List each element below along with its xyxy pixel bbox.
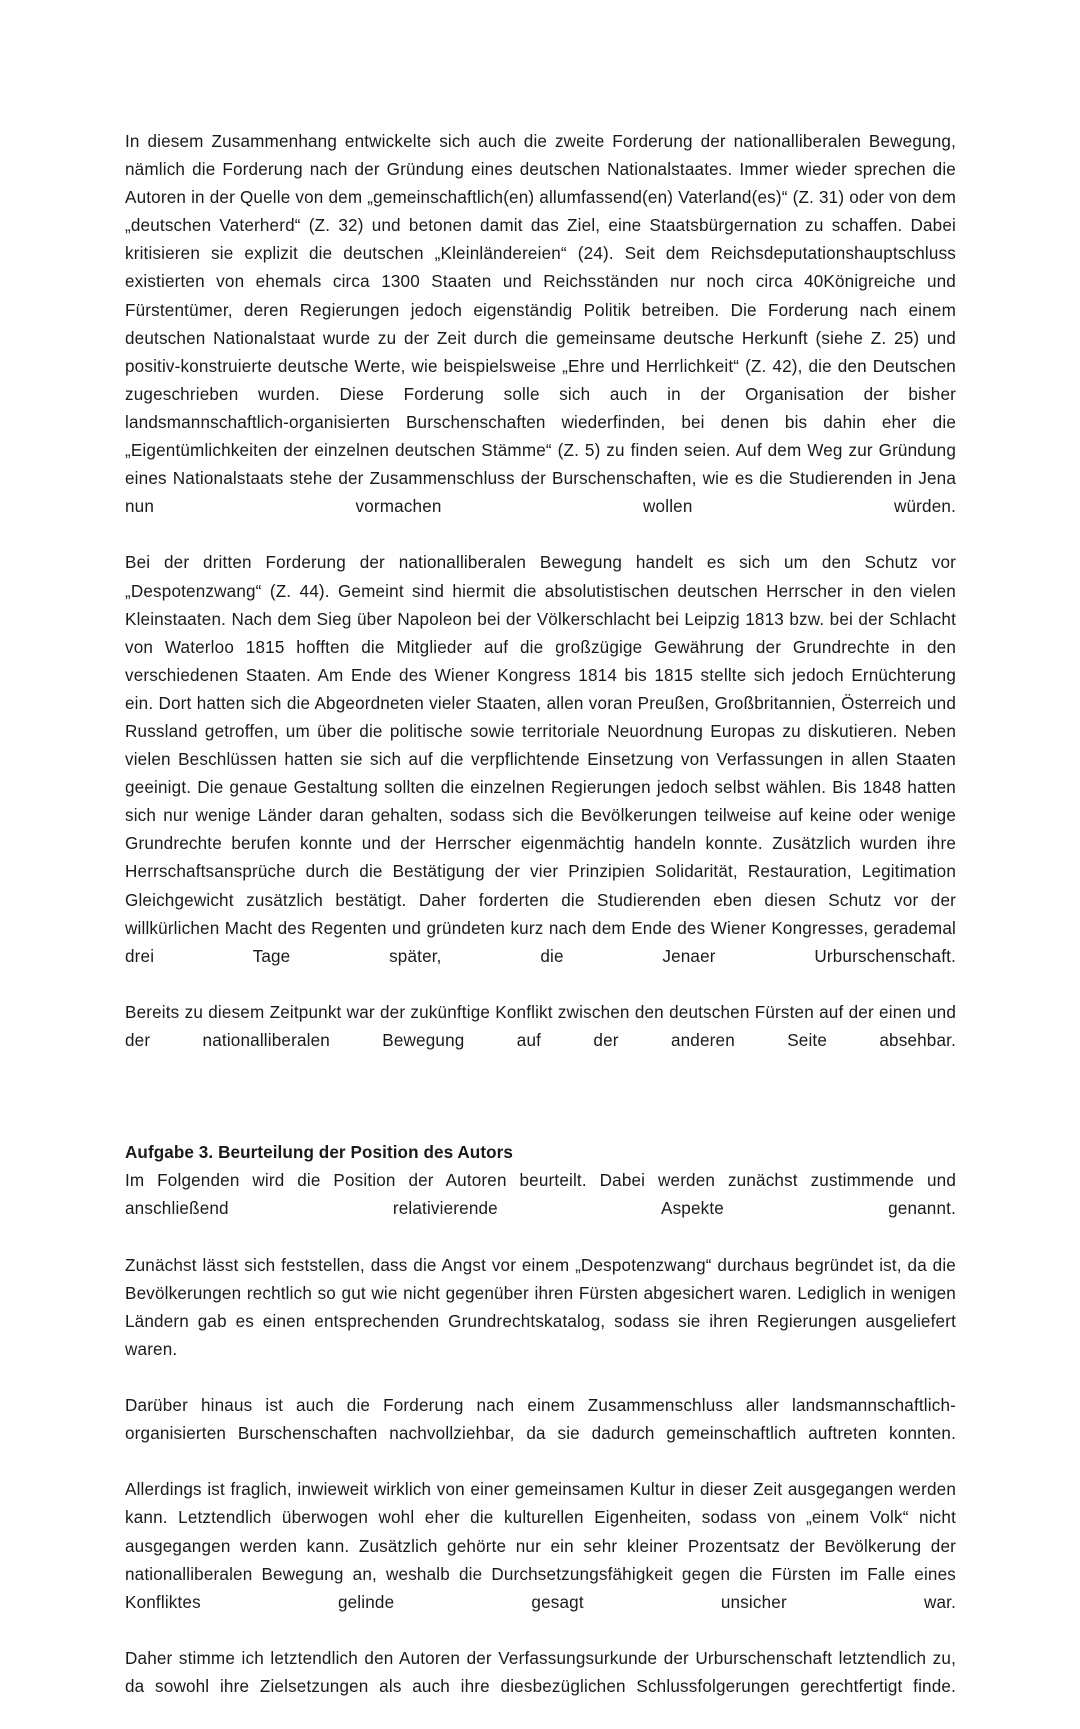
- body-paragraph: Im Folgenden wird die Position der Autoren beurteilt. Dabei werden zunächst zustimmende und anschließend relativierende Aspekte genannt.: [125, 1171, 956, 1219]
- section-heading-aufgabe-3: Aufgabe 3. Beurteilung der Position des Autors: [125, 1143, 513, 1163]
- body-paragraph: Bei der dritten Forderung der nationalliberalen Bewegung handelt es sich um den Schutz vor „Despotenzwang“ (Z. 44). Gemeint sind hiermit die absolutistischen deutschen Herrscher in den vielen Kleinstaaten. Nach dem Sieg über Napoleon bei der Völkerschlacht bei Leipzig 1813 bzw. bei der Schlacht von Waterloo 1815 hofften die Mitglieder auf die großzügige Gewährung der Grundrechte in den verschiedenen Staaten. Am Ende des Wiener Kongress 1814 bis 1815 stellte sich jedoch Ernüchterung ein. Dort hatten sich die Abgeordneten vieler Staaten, allen voran Preußen, Großbritannien, Österreich und Russland getroffen, um über die politische sowie territoriale Neuordnung Europas zu diskutieren. Neben vielen Beschlüssen hatten sie sich auf die verpflichtende Einsetzung von Verfassungen in allen Staaten geeinigt. Die genaue Gestaltung sollten die einzelnen Regierungen jedoch selbst wählen. Bis 1848 hatten sich nur wenige Länder daran gehalten, sodass sich die Bevölkerungen teilweise auf keine oder wenige Grundrechte berufen konnte und der Herrscher eigenmächtig handeln konnte. Zusätzlich wurden ihre Herrschaftsansprüche durch die Bestätigung der vier Prinzipien Solidarität, Restauration, Legitimation Gleichgewicht zusätzlich bestätigt. Daher forderten die Studierenden eben diesen Schutz vor der willkürlichen Macht des Regenten und gründeten kurz nach dem Ende des Wiener Kongresses, gerademal drei Tage später, die Jenaer Urburschenschaft.: [125, 553, 956, 966]
- body-paragraph: Bereits zu diesem Zeitpunkt war der zukünftige Konflikt zwischen den deutschen Fürsten auf der einen und der nationalliberalen Bewegung auf der anderen Seite absehbar.: [125, 1002, 956, 1050]
- body-paragraph: Darüber hinaus ist auch die Forderung nach einem Zusammenschluss aller landsmannschaftlich-organisierten Burschenschaften nachvollziehbar, da sie dadurch gemeinschaftlich auftreten konnten.: [125, 1396, 956, 1444]
- body-paragraph: In diesem Zusammenhang entwickelte sich auch die zweite Forderung der nationalliberalen Bewegung, nämlich die Forderung nach der Gründung eines deutschen Nationalstaates. Immer wieder sprechen die Autoren in der Quelle von dem „gemeinschaftlich(en) allumfassend(en) Vaterland(es)“ (Z. 31) oder von dem „deutschen Vaterherd“ (Z. 32) und betonen damit das Ziel, eine Staatsbürgernation zu schaffen. Dabei kritisieren sie explizit die deutschen „Kleinländereien“ (24). Seit dem Reichsdeputationshauptschluss existierten von ehemals circa 1300 Staaten und Reichsständen nur noch circa 40Königreiche und Fürstentümer, deren Regierungen jedoch eigenständig Politik betreiben. Die Forderung nach einem deutschen Nationalstaat wurde zu der Zeit durch die gemeinsame deutsche Herkunft (siehe Z. 25) und positiv-konstruierte deutsche Werte, wie beispielsweise „Ehre und Herrlichkeit“ (Z. 42), die den Deutschen zugeschrieben wurden. Diese Forderung solle sich auch in der Organisation der bisher landsmannschaftlich-organisierten Burschenschaften wiederfinden, bei denen bis dahin eher die „Eigentümlichkeiten der einzelnen deutschen Stämme“ (Z. 5) zu finden seien. Auf dem Weg zur Gründung eines Nationalstaats stehe der Zusammenschluss der Burschenschaften, wie es die Studierenden in Jena nun vormachen wollen würden.: [125, 132, 956, 517]
- body-paragraph: Zunächst lässt sich feststellen, dass die Angst vor einem „Despotenzwang“ durchaus begründet ist, da die Bevölkerungen rechtlich so gut wie nicht gegenüber ihren Fürsten abgesichert waren. Lediglich in wenigen Ländern gab es einen entsprechenden Grundrechtskatalog, sodass sie ihren Regierungen ausgeliefert waren.: [125, 1255, 956, 1359]
- body-paragraph: Allerdings ist fraglich, inwieweit wirklich von einer gemeinsamen Kultur in dieser Zeit ausgegangen werden kann. Letztendlich überwogen wohl eher die kulturellen Eigenheiten, sodass von „einem Volk“ nicht ausgegangen werden kann. Zusätzlich gehörte nur ein sehr kleiner Prozentsatz der Bevölkerung der nationalliberalen Bewegung an, weshalb die Durchsetzungsfähigkeit gegen die Fürsten im Falle eines Konfliktes gelinde gesagt unsicher war.: [125, 1480, 956, 1612]
- body-paragraph: Daher stimme ich letztendlich den Autoren der Verfassungsurkunde der Urburschenschaft letztendlich zu, da sowohl ihre Zielsetzungen als auch ihre diesbezüglichen Schlussfolgerungen gerechtfertigt finde.: [125, 1648, 956, 1696]
- heading-spacer: [125, 1083, 956, 1139]
- document-text-column: [125, 128, 956, 1729]
